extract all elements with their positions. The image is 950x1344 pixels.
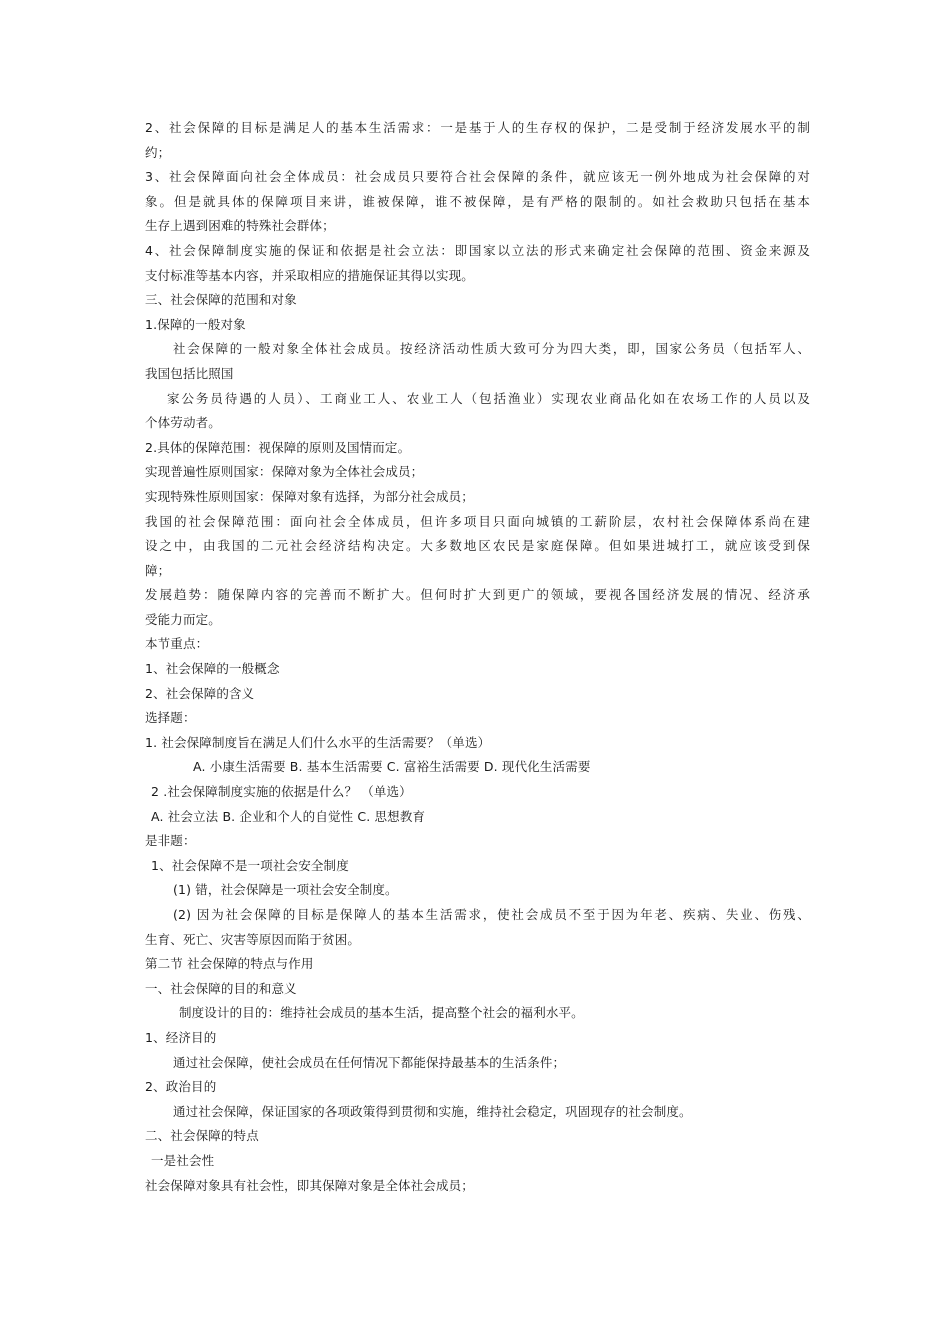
text-line: 受能力而定。 [145, 611, 221, 627]
answer-options: A. 小康生活需要 B. 基本生活需要 C. 富裕生活需要 D. 现代化生活需要 [193, 759, 591, 775]
text-line: 支付标准等基本内容，并采取相应的措施保证其得以实现。 [145, 267, 474, 283]
text-line: 生育、死亡、灾害等原因而陷于贫困。 [145, 931, 361, 947]
text-line: 象。但是就具体的保障项目来讲，谁被保障，谁不被保障，是有严格的限制的。如社会救助只包括在基本 [145, 193, 810, 209]
subheading: 2、政治目的 [145, 1079, 217, 1095]
subheading: 一是社会性 [151, 1152, 215, 1168]
text-line: 实现普遍性原则国家：保障对象为全体社会成员； [145, 464, 424, 480]
section-heading: 二、社会保障的特点 [145, 1128, 259, 1144]
answer-line: (2) 因为社会保障的目标是保障人的基本生活需求，使社会成员不至于因为年老、疾病、失业、伤残、 [173, 907, 810, 922]
text-line: 障； [145, 562, 171, 578]
subheading: 2.具体的保障范围：视保障的原则及国情而定。 [145, 439, 411, 455]
text-line: 社会保障的一般对象全体社会成员。按经济活动性质大致可分为四大类，即，国家公务员（包括军人、 [173, 341, 810, 357]
text-line: 家公务员待遇的人员）、工商业工人、农业工人（包括渔业）实现农业商品化如在农场工作的人员以及 [167, 390, 810, 406]
text-line: 制度设计的目的：维持社会成员的基本生活，提高整个社会的福利水平。 [179, 1005, 584, 1021]
section-heading: 一、社会保障的目的和意义 [145, 980, 297, 996]
question: 1. 社会保障制度旨在满足人们什么水平的生活需要？（单选） [145, 734, 491, 750]
text-line: 2、社会保障的目标是满足人的基本生活需求：一是基于人的生存权的保护，二是受制于经济发展水平的制 [145, 120, 810, 135]
answer-options: A. 社会立法 B. 企业和个人的自觉性 C. 思想教育 [151, 808, 426, 824]
text-line: 通过社会保障，使社会成员在任何情况下都能保持最基本的生活条件； [173, 1054, 566, 1070]
subheading: 1.保障的一般对象 [145, 316, 246, 332]
text-line: 4、社会保障制度实施的保证和依据是社会立法：即国家以立法的形式来确定社会保障的范围、资金来源及 [145, 242, 810, 258]
chapter-heading: 第二节 社会保障的特点与作用 [145, 956, 314, 972]
text-line: 设之中，由我国的二元社会经济结构决定。大多数地区农民是家庭保障。但如果进城打工，就应该受到保 [145, 538, 810, 554]
text-line: 我国包括比照国 [145, 365, 234, 381]
answer-line: (1) 错，社会保障是一项社会安全制度。 [173, 882, 398, 898]
document-page [145, 116, 810, 1198]
question: 1、社会保障不是一项社会安全制度 [151, 857, 349, 873]
text-line: 我国的社会保障范围：面向社会全体成员，但许多项目只面向城镇的工薪阶层，农村社会保障体系尚在建 [145, 513, 810, 529]
text-line: 社会保障对象具有社会性，即其保障对象是全体社会成员； [145, 1177, 474, 1193]
text-line: 个体劳动者。 [145, 415, 221, 431]
list-item: 2、社会保障的含义 [145, 685, 255, 701]
section-heading: 三、社会保障的范围和对象 [145, 292, 297, 308]
text-line: 3、社会保障面向社会全体成员：社会成员只要符合社会保障的条件，就应该无一例外地成为社会保障的对 [145, 169, 810, 185]
text-line: 约； [145, 144, 171, 160]
text-line: 发展趋势：随保障内容的完善而不断扩大。但何时扩大到更广的领域，要视各国经济发展的情况、经济承 [145, 587, 810, 603]
text-line: 通过社会保障，保证国家的各项政策得到贯彻和实施，维持社会稳定，巩固现存的社会制度。 [173, 1103, 692, 1119]
subheading: 1、经济目的 [145, 1029, 217, 1045]
section-heading: 选择题： [145, 710, 196, 726]
text-line: 实现特殊性原则国家：保障对象有选择，为部分社会成员； [145, 488, 474, 504]
list-item: 1、社会保障的一般概念 [145, 661, 280, 677]
section-heading: 是非题： [145, 833, 196, 849]
text-line: 生存上遇到困难的特殊社会群体； [145, 218, 335, 234]
section-heading: 本节重点： [145, 636, 209, 652]
question: 2 .社会保障制度实施的依据是什么？ （单选） [151, 784, 412, 800]
